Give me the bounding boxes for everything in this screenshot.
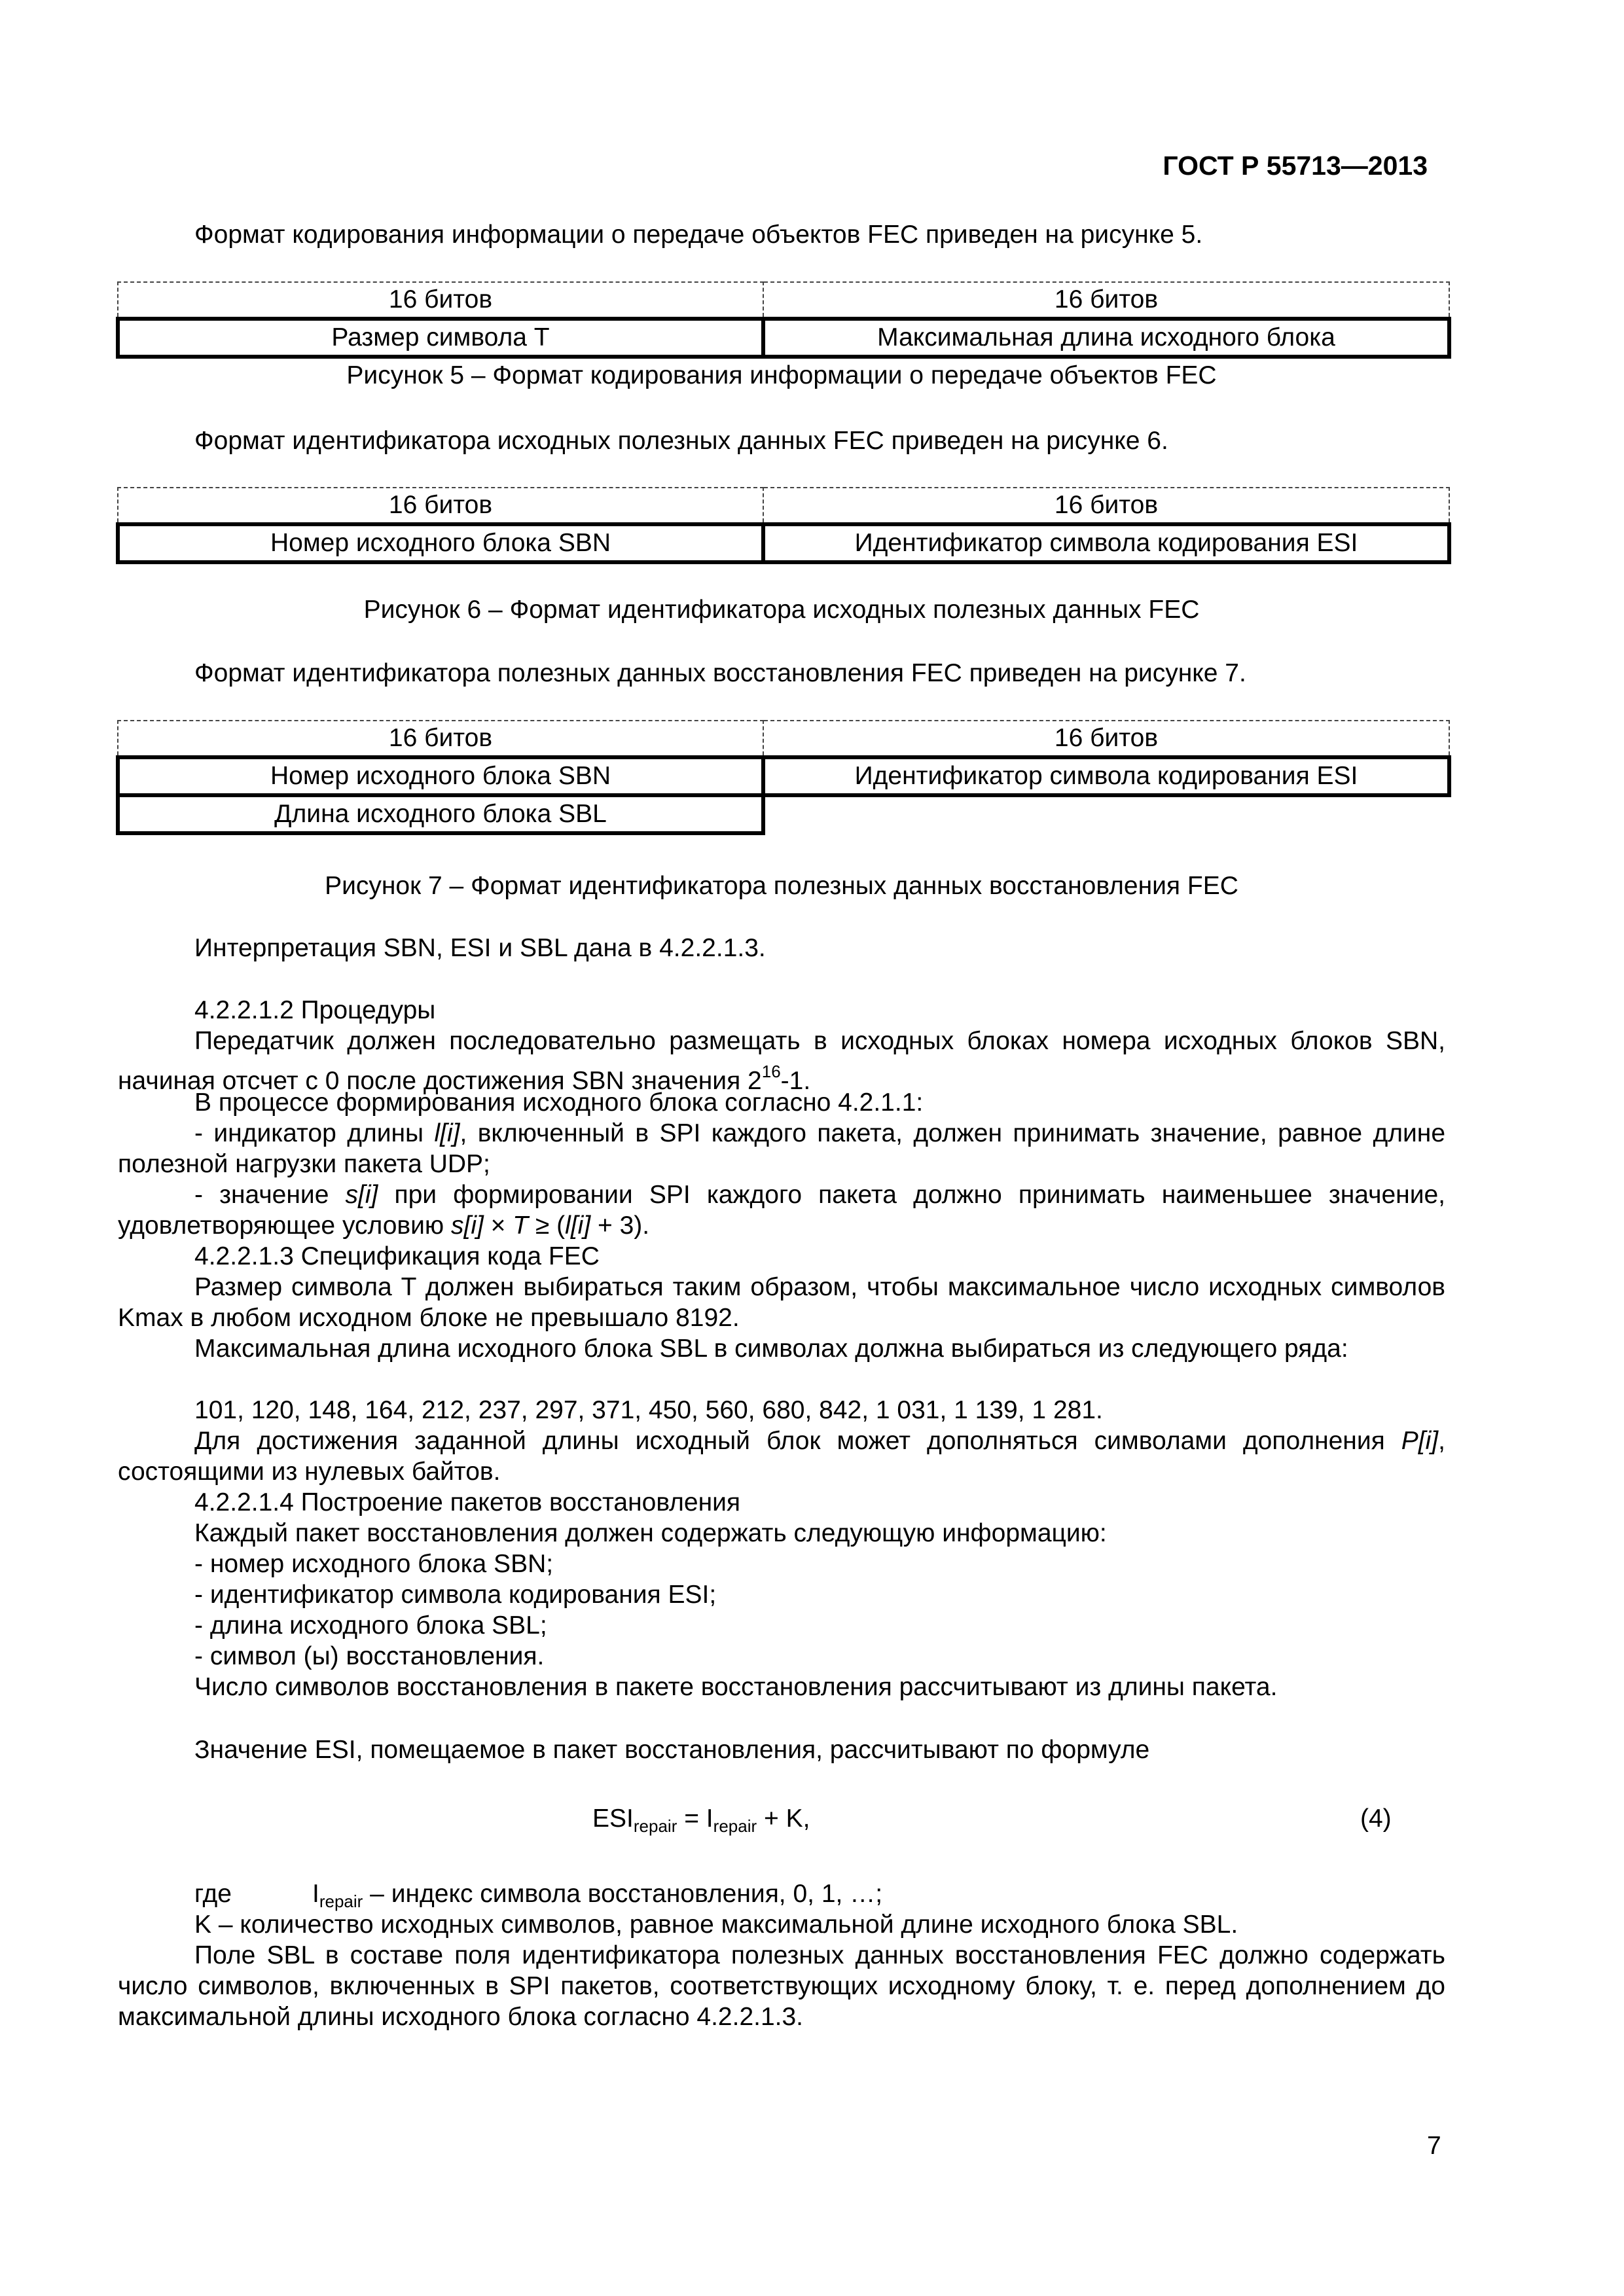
paragraph: Число символов восстановления в пакете восстановления рассчитывают из длины пакета. (194, 1673, 1278, 1701)
interpretation-note: Интерпретация SBN, ESI и SBL дана в 4.2.2.1.3. (194, 934, 766, 962)
list-item: - символ (ы) восстановления. (194, 1642, 545, 1670)
figure-7-table (116, 720, 1451, 835)
paragraph: Максимальная длина исходного блока SBL в символах должна выбираться из следующего ряда: (194, 1335, 1348, 1363)
intro-figure-5: Формат кодирования информации о передаче объектов FEC приведен на рисунке 5. (194, 221, 1203, 249)
field-symbol-size: Размер символа T (118, 319, 763, 357)
figure-6-table (116, 487, 1451, 564)
paragraph: Передатчик должен последовательно размещать в исходных блоках номера исходных блоков SBN, начиная отсчет с 0 после достижения SBN значения $2^{16}-1$. (118, 1027, 1445, 1095)
list-item: - длина исходного блока SBL; (194, 1611, 547, 1640)
paragraph: Значение ESI, помещаемое в пакет восстановления, рассчитывают по формуле (194, 1736, 1150, 1764)
intro-figure-6: Формат идентификатора исходных полезных данных FEC приведен на рисунке 6. (194, 427, 1168, 455)
paragraph: Поле SBL в составе поля идентификатора полезных данных восстановления FEC должно содержать число символов, включенных в SPI пакетов, соответствующих исходному блоку, т. е. перед дополнением до максимальной длины исходного блока согласно 4.2.2.1.3. (118, 1941, 1445, 2031)
formula-number: (4) (1360, 1804, 1392, 1833)
field-sbn: Номер исходного блока SBN (118, 757, 763, 795)
field-esi: Идентификатор символа кодирования ESI (763, 524, 1449, 562)
field-sbl: Длина исходного блока SBL (118, 795, 763, 833)
paragraph: Размер символа T должен выбираться таким образом, чтобы максимальное число исходных символов Kmax в любом исходном блоке не превышало 8192. (118, 1273, 1445, 1332)
list-item: - индикатор длины l[i], включенный в SPI каждого пакета, должен принимать значение, равное длине полезной нагрузки пакета UDP; (118, 1119, 1446, 1178)
sbl-series: 101, 120, 148, 164, 212, 237, 297, 371, 450, 560, 680, 842, 1 031, 1 139, 1 281. (194, 1396, 1103, 1424)
list-item: - идентификатор символа кодирования ESI; (194, 1581, 717, 1609)
field-esi: Идентификатор символа кодирования ESI (763, 757, 1449, 795)
figure-5-caption: Рисунок 5 – Формат кодирования информации о передаче объектов FEC (346, 361, 1217, 389)
field-max-block-length: Максимальная длина исходного блока (763, 319, 1449, 357)
paragraph: В процессе формирования исходного блока согласно 4.2.1.1: (194, 1088, 924, 1117)
bits-label: 16 битов (763, 721, 1449, 757)
bits-label: 16 битов (763, 488, 1449, 524)
section-4-2-2-1-3-heading: 4.2.2.1.3 Спецификация кода FEC (194, 1242, 600, 1270)
definition: $I_{repair}$ – индекс символа восстановления, 0, 1, …; (312, 1880, 883, 1911)
section-4-2-2-1-4-heading: 4.2.2.1.4 Построение пакетов восстановления (194, 1488, 741, 1516)
definition: K – количество исходных символов, равное максимальной длине исходного блока SBL. (194, 1910, 1238, 1939)
intro-figure-7: Формат идентификатора полезных данных восстановления FEC приведен на рисунке 7. (194, 659, 1246, 687)
formula-expression: $ESI_{repair} = I_{repair} + K$, (592, 1804, 810, 1836)
bits-label: 16 битов (118, 282, 763, 319)
bits-label: 16 битов (118, 488, 763, 524)
figure-6-caption: Рисунок 6 – Формат идентификатора исходных полезных данных FEC (363, 596, 1200, 624)
document-header: ГОСТ Р 55713—2013 (1163, 151, 1428, 181)
list-item: - номер исходного блока SBN; (194, 1550, 554, 1578)
field-sbn: Номер исходного блока SBN (118, 524, 763, 562)
paragraph: Для достижения заданной длины исходный блок может дополняться символами дополнения P[i], состоящими из нулевых байтов. (118, 1427, 1445, 1486)
figure-7-caption: Рисунок 7 – Формат идентификатора полезных данных восстановления FEC (325, 872, 1238, 900)
where-label: где (194, 1880, 232, 1908)
bits-label: 16 битов (763, 282, 1449, 319)
page-number: 7 (1427, 2132, 1441, 2160)
figure-5-table (116, 281, 1451, 359)
list-item: - значение s[i] при формировании SPI каждого пакета должно принимать наименьшее значение, удовлетворяющее условию s[i] × T ≥ (l[i] + 3). (118, 1181, 1446, 1240)
paragraph: Каждый пакет восстановления должен содержать следующую информацию: (194, 1519, 1107, 1547)
bits-label: 16 битов (118, 721, 763, 757)
section-4-2-2-1-2-heading: 4.2.2.1.2 Процедуры (194, 996, 436, 1024)
